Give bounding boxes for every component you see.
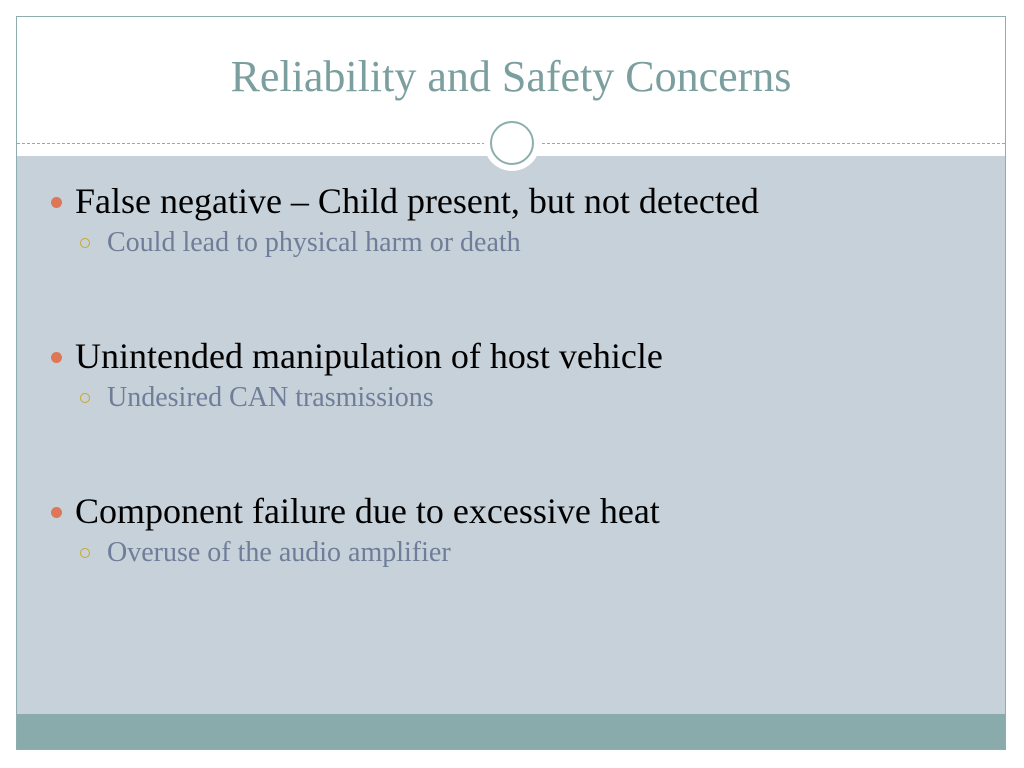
sub-bullet-ring-icon [80, 238, 90, 248]
content-area [17, 156, 1005, 716]
sub-bullet-text: Could lead to physical harm or death [107, 227, 521, 258]
sub-bullet-text: Overuse of the audio amplifier [107, 537, 451, 568]
bullet-dot-icon [51, 507, 62, 518]
divider-ornament-icon [484, 115, 540, 171]
sub-bullet-ring-icon [80, 393, 90, 403]
sub-bullet-ring-icon [80, 548, 90, 558]
footer-band [17, 714, 1005, 749]
slide [16, 16, 1006, 750]
bullet-text: False negative – Child present, but not detected [75, 181, 759, 221]
bullet-item [51, 180, 991, 260]
bullet-dot-icon [51, 352, 62, 363]
bullet-item [51, 490, 991, 570]
ornament-ring [490, 121, 534, 165]
bullet-list [17, 156, 1005, 716]
sub-bullet-text: Undesired CAN trasmissions [107, 382, 434, 413]
bullet-text: Component failure due to excessive heat [75, 491, 660, 531]
bullet-text: Unintended manipulation of host vehicle [75, 336, 663, 376]
slide-title: Reliability and Safety Concerns [230, 52, 792, 101]
bullet-item [51, 335, 991, 415]
bullet-dot-icon [51, 197, 62, 208]
